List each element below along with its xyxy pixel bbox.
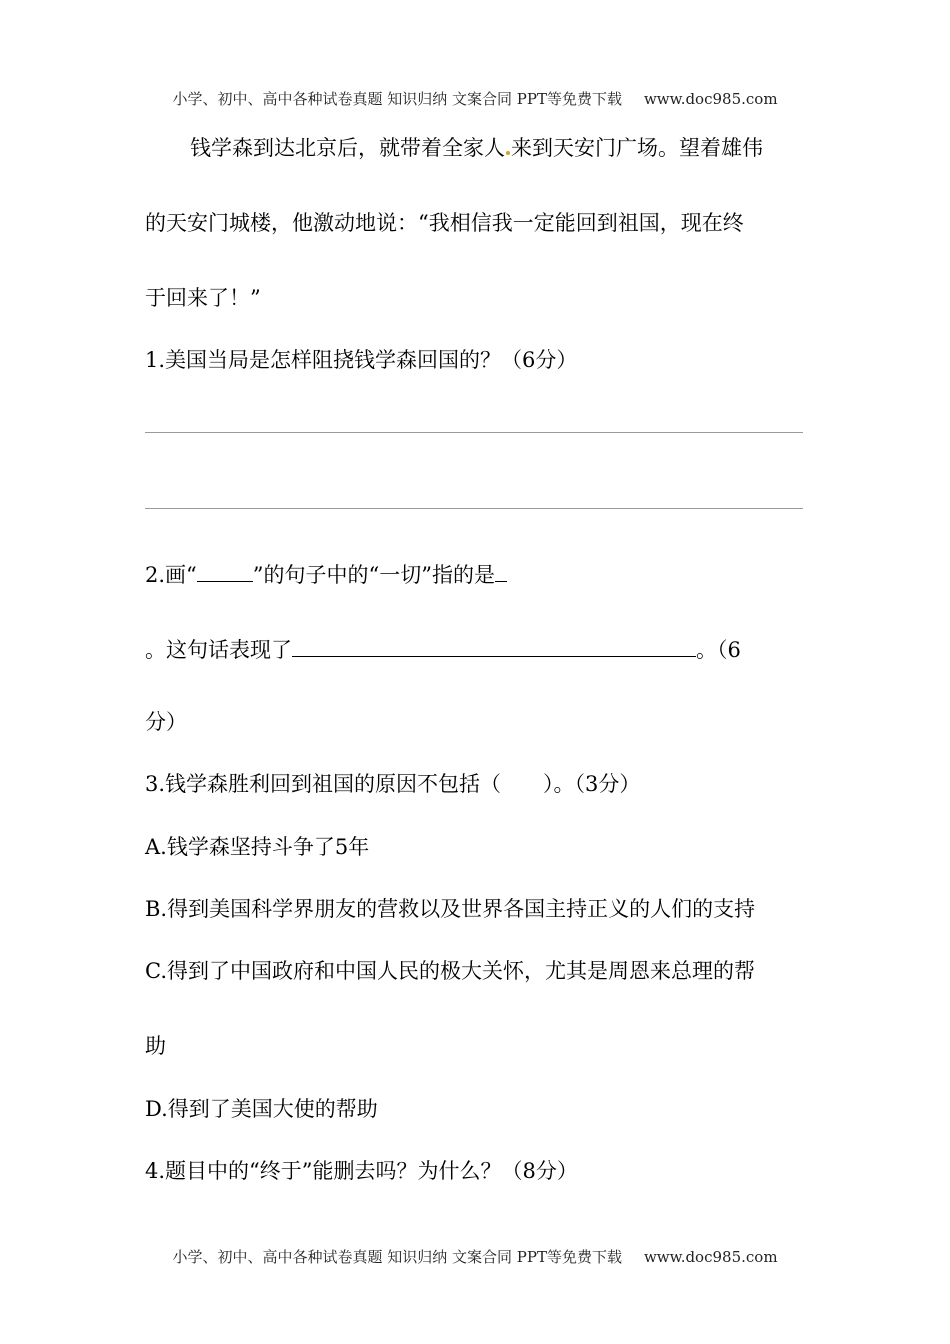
underline-sample [197,563,253,582]
page-header [0,88,950,109]
question-3-option-c-cont: 助 [145,1034,166,1058]
passage-line-1b: 来到天安门广场。望着雄伟 [511,136,763,160]
question-1: 1.美国当局是怎样阻挠钱学森回国的？（6分） [145,348,578,372]
passage-line-1 [190,138,763,159]
passage-line-3: 于回来了！” [145,286,261,310]
answer-blank-1[interactable] [495,563,507,582]
question-2-part-d: 。（6 [696,638,741,662]
footer-site-url: www.doc985.com [643,1248,778,1266]
passage-line-1a: 钱学森到达北京后，就带着全家人 [190,136,505,160]
question-3: 3.钱学森胜利回到祖国的原因不包括（ ）。（3分） [145,772,641,796]
question-4: 4.题目中的“终于”能删去吗？为什么？（8分） [145,1159,578,1183]
question-3-option-a: A.钱学森坚持斗争了5年 [145,835,370,859]
question-2-line-3: 分） [145,710,187,734]
question-2-part-b: ”的句子中的“一切”指的是 [252,563,495,587]
page-footer [0,1246,950,1267]
question-3-option-c: C.得到了中国政府和中国人民的极大关怀，尤其是周恩来总理的帮 [145,959,755,983]
passage-line-2: 的天安门城楼，他激动地说：“我相信我一定能回到祖国，现在终 [145,211,744,235]
footer-text: 小学、初中、高中各种试卷真题 知识归纳 文案合同 PPT等免费下载 [172,1248,622,1266]
question-2-part-a: 2.画“ [145,563,197,587]
question-3-option-b: B.得到美国科学界朋友的营救以及世界各国主持正义的人们的支持 [145,897,756,921]
answer-line-2[interactable] [145,508,803,509]
question-3-option-d: D.得到了美国大使的帮助 [145,1097,378,1121]
question-2-line-2 [145,638,741,661]
answer-blank-2[interactable] [292,638,696,657]
header-text: 小学、初中、高中各种试卷真题 知识归纳 文案合同 PPT等免费下载 [172,90,622,108]
question-2-part-c: 。这句话表现了 [145,638,292,662]
question-2 [145,563,507,586]
header-site-url: www.doc985.com [643,90,778,108]
answer-line-1[interactable] [145,432,803,433]
emphasis-dot [506,151,510,155]
